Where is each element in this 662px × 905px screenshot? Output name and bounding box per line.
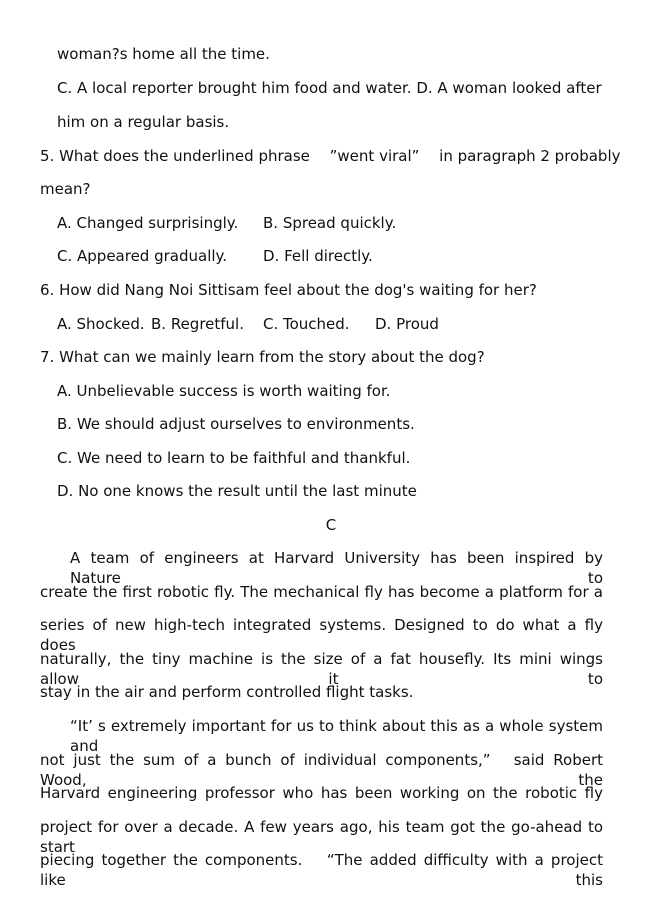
paragraph-line: project for over a decade. A few years ago, his team got the go-ahead to start (40, 818, 603, 856)
q5-option-b: B. Spread quickly. (263, 214, 397, 232)
q5-option-d: D. Fell directly. (263, 247, 373, 265)
q5-stem-continuation: mean? (40, 180, 91, 198)
paragraph-line: “It’ s extremely important for us to think about this as a whole system and (70, 717, 603, 755)
q7-option-b: B. We should adjust ourselves to environments. (57, 415, 415, 433)
paragraph-line: series of new high-tech integrated systems. Designed to do what a fly does (40, 616, 603, 654)
q7-option-a: A. Unbelievable success is worth waiting for. (57, 382, 391, 400)
paragraph-line: not just the sum of a bunch of individual components,” said Robert Wood, the (40, 751, 603, 789)
q6-stem: 6. How did Nang Noi Sittisam feel about the dog's waiting for her? (40, 281, 537, 299)
q5-option-a: A. Changed surprisingly. (57, 214, 239, 232)
paragraph-line: naturally, the tiny machine is the size of a fat housefly. Its mini wings allow it to (40, 650, 603, 688)
q7-option-d: D. No one knows the result until the last minute (57, 482, 417, 500)
q4-options-c-d: C. A local reporter brought him food and water. D. A woman looked after (57, 79, 602, 97)
q6-option-b: B. Regretful. (151, 315, 244, 333)
paragraph-line: Harvard engineering professor who has been working on the robotic fly (40, 784, 603, 802)
q7-stem: 7. What can we mainly learn from the story about the dog? (40, 348, 485, 366)
paragraph-line: create the first robotic fly. The mechanical fly has become a platform for a (40, 583, 603, 601)
section-heading: C (325, 516, 337, 534)
q6-option-d: D. Proud (375, 315, 439, 333)
q6-option-a: A. Shocked. (57, 315, 145, 333)
paragraph-line: stay in the air and perform controlled flight tasks. (40, 683, 414, 701)
paragraph-line: piecing together the components. “The added difficulty with a project like this (40, 851, 603, 889)
q4-option-d-continuation: him on a regular basis. (57, 113, 230, 131)
q7-option-c: C. We need to learn to be faithful and thankful. (57, 449, 411, 467)
q5-option-c: C. Appeared gradually. (57, 247, 228, 265)
q5-stem: 5. What does the underlined phrase ”went viral” in paragraph 2 probably (40, 147, 621, 165)
paragraph-line: A team of engineers at Harvard University has been inspired by Nature to (70, 549, 603, 587)
q4-option-b-continuation: woman?s home all the time. (57, 45, 270, 63)
q6-option-c: C. Touched. (263, 315, 350, 333)
